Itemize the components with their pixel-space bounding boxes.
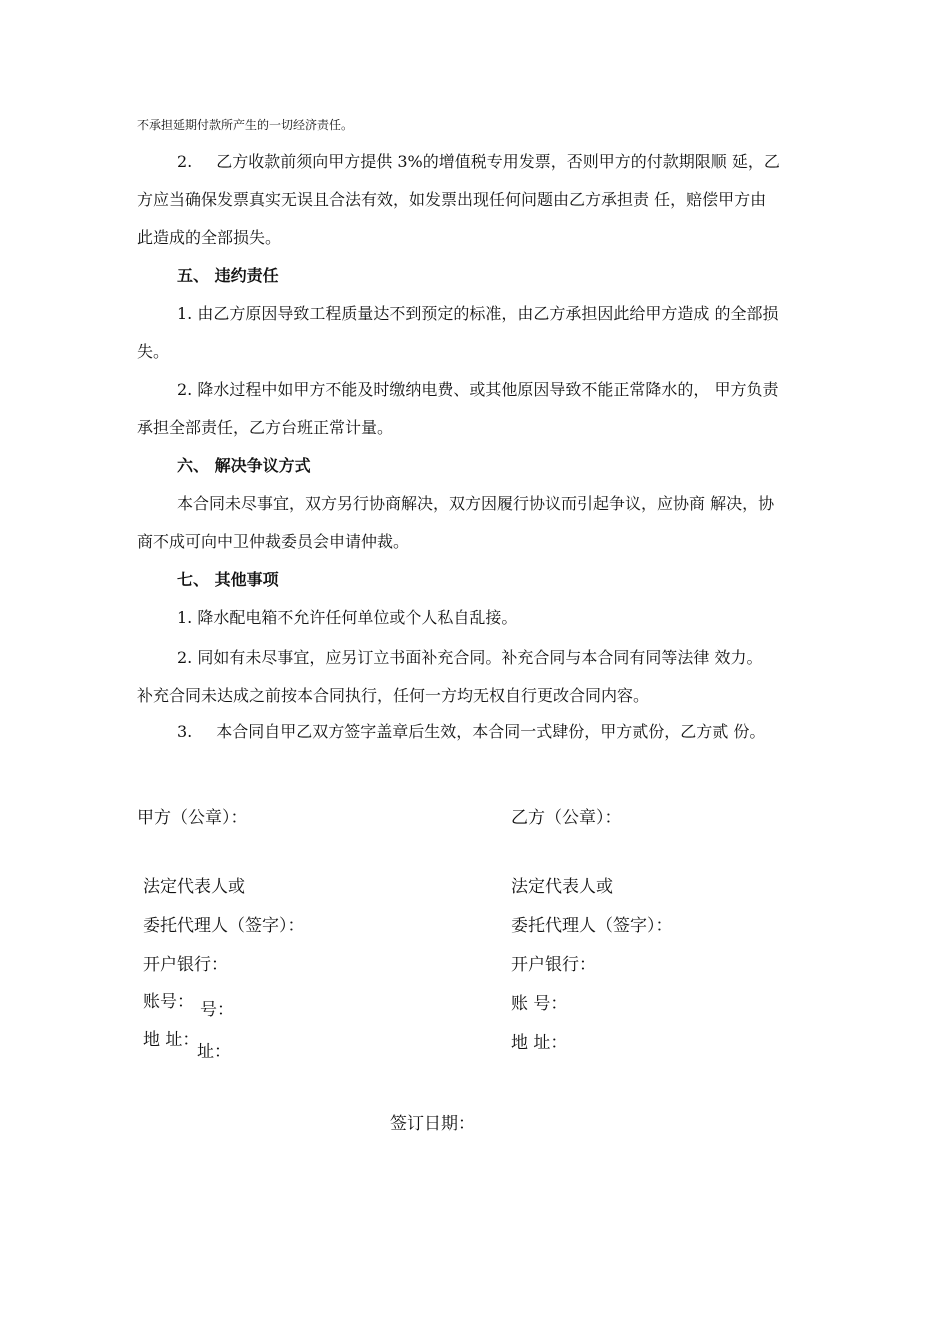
party-b-seal-label: 乙方（公章）：	[511, 808, 622, 828]
dispute-clause-line1: 本合同未尽事宜，双方另行协商解决，双方因履行协议而引起争议，应协商 解决，协	[177, 494, 775, 513]
party-b-agent-signature-label: 委托代理人（签字）：	[511, 916, 673, 936]
section-heading-breach: 五、 违约责任	[177, 266, 279, 285]
clause-text: 乙方收款前须向甲方提供 3%的增值税专用发票，否则甲方的付款期限顺 延，乙	[216, 152, 780, 171]
party-b-account-label: 账 号：	[511, 994, 568, 1014]
breach-clause-2-line2: 承担全部责任，乙方台班正常计量。	[137, 418, 394, 437]
party-a-representative-label: 法定代表人或	[143, 877, 245, 897]
party-a-agent-signature-label: 委托代理人（签字）：	[143, 916, 305, 936]
signing-date-label: 签订日期：	[390, 1114, 475, 1134]
clause-number: 3.	[177, 722, 193, 741]
party-a-address-overlap-text: 址：	[197, 1042, 231, 1062]
other-clause-3	[177, 722, 765, 742]
clause-text: 本合同自甲乙双方签字盖章后生效，本合同一式肆份，甲方贰份，乙方贰 份。	[216, 722, 766, 741]
party-a-account-overlap-text: 号：	[200, 1000, 234, 1020]
breach-clause-2-line1: 2. 降水过程中如甲方不能及时缴纳电费、或其他原因导致不能正常降水的， 甲方负责	[177, 380, 779, 399]
party-b-address-label: 地 址：	[511, 1033, 568, 1053]
payment-clause-2-line3: 此造成的全部损失。	[137, 228, 282, 247]
party-a-bank-label: 开户银行：	[143, 955, 228, 975]
party-a-seal-label: 甲方（公章）：	[137, 808, 248, 828]
clause-continuation: 不承担延期付款所产生的一切经济责任。	[137, 118, 354, 132]
dispute-clause-line2: 商不成可向中卫仲裁委员会申请仲裁。	[137, 532, 410, 551]
other-clause-1: 1. 降水配电箱不允许任何单位或个人私自乱接。	[177, 608, 518, 627]
breach-clause-1-line1: 1. 由乙方原因导致工程质量达不到预定的标准，由乙方承担因此给甲方造成 的全部损	[177, 304, 779, 323]
party-b-representative-label: 法定代表人或	[511, 877, 613, 897]
breach-clause-1-line2: 失。	[137, 342, 170, 361]
section-heading-dispute: 六、 解决争议方式	[177, 456, 311, 475]
payment-clause-2-line1	[177, 152, 780, 172]
party-a-address-label: 地 址：	[143, 1030, 200, 1050]
clause-number: 2.	[177, 152, 193, 171]
payment-clause-2-line2: 方应当确保发票真实无误且合法有效，如发票出现任何问题由乙方承担责 任，赔偿甲方由	[137, 190, 767, 209]
section-heading-other: 七、 其他事项	[177, 570, 279, 589]
party-b-bank-label: 开户银行：	[511, 955, 596, 975]
other-clause-2-line2: 补充合同未达成之前按本合同执行，任何一方均无权自行更改合同内容。	[137, 686, 650, 705]
party-a-account-label: 账号：	[143, 992, 194, 1012]
other-clause-2-line1: 2. 同如有未尽事宜，应另订立书面补充合同。补充合同与本合同有同等法律 效力。	[177, 648, 763, 667]
